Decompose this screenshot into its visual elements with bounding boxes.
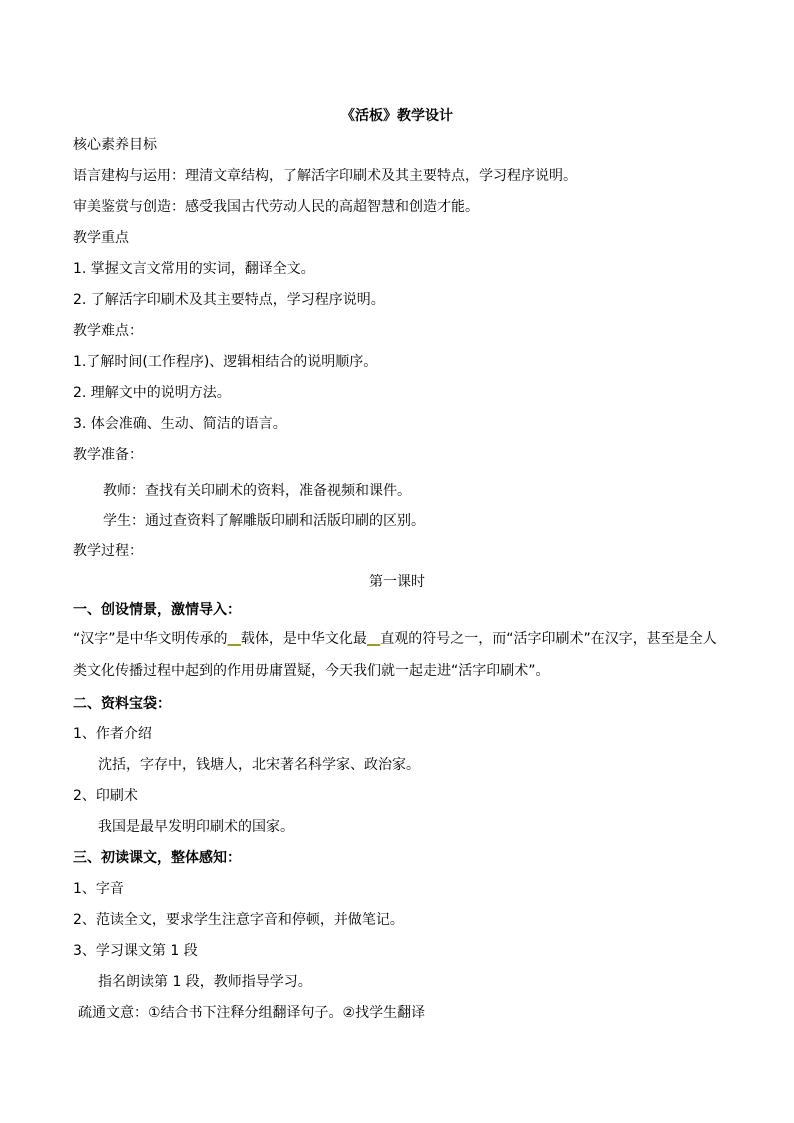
goal-language: 语言建构与运用：理清文章结构，了解活字印刷术及其主要特点，学习程序说明。 [73,168,577,184]
intro-text-2: 载体，是中华文化最 [240,631,367,647]
section2-heading: 二、资料宝袋： [73,696,171,712]
doc-title: 《活板》教学设计 [341,108,453,124]
process-heading: 教学过程： [73,543,143,559]
author-heading: 1、作者介绍 [73,726,152,742]
core-goals-heading: 核心素养目标 [73,137,157,153]
step-item: 3、学习课文第 1 段 [73,943,198,959]
lesson1-title: 第一课时 [369,574,425,590]
step3-text: 指名朗读第 1 段，教师指导学习。 [98,974,312,990]
author-text: 沈括，字存中，钱塘人，北宋著名科学家、政治家。 [98,757,420,773]
difficulties-heading: 教学难点： [73,323,143,339]
step-item: 1、字音 [73,881,124,897]
printing-heading: 2、印刷术 [73,788,138,804]
intro-text-3: 直观的符号之一，而“活字印刷术”在汉字，甚至是全人类文化传播过程中起到的作用毋庸置疑，今天我们就一起走进“活字印刷术”。 [73,631,717,679]
key-point-item: 2. 了解活字印刷术及其主要特点，学习程序说明。 [73,292,385,308]
intro-blank-2 [367,631,380,647]
intro-paragraph [73,623,730,687]
printing-text: 我国是最早发明印刷术的国家。 [98,819,294,835]
difficulty-item: 1.了解时间(工作程序)、逻辑相结合的说明顺序。 [73,354,378,370]
intro-blank-1 [228,631,241,647]
difficulty-item: 2. 理解文中的说明方法。 [73,385,231,401]
key-points-heading: 教学重点 [73,230,129,246]
goal-aesthetic: 审美鉴赏与创造：感受我国古代劳动人民的高超智慧和创造才能。 [73,199,479,215]
prep-teacher: 教师：查找有关印刷术的资料，准备视频和课件。 [103,483,411,499]
section1-heading: 一、创设情景，激情导入： [73,602,241,618]
section3-heading: 三、初读课文，整体感知： [73,850,241,866]
key-point-item: 1. 掌握文言文常用的实词，翻译全文。 [73,261,315,277]
step3-note: 疏通文意：①结合书下注释分组翻译句子。②找学生翻译 [78,1005,426,1021]
step-item: 2、范读全文，要求学生注意字音和停顿，并做笔记。 [73,912,404,928]
intro-text-1: “汉字”是中华文明传承的 [73,631,228,647]
prep-heading: 教学准备： [73,447,143,463]
prep-student: 学生：通过查资料了解雕版印刷和活版印刷的区别。 [103,513,425,529]
difficulty-item: 3. 体会准确、生动、简洁的语言。 [73,416,287,432]
